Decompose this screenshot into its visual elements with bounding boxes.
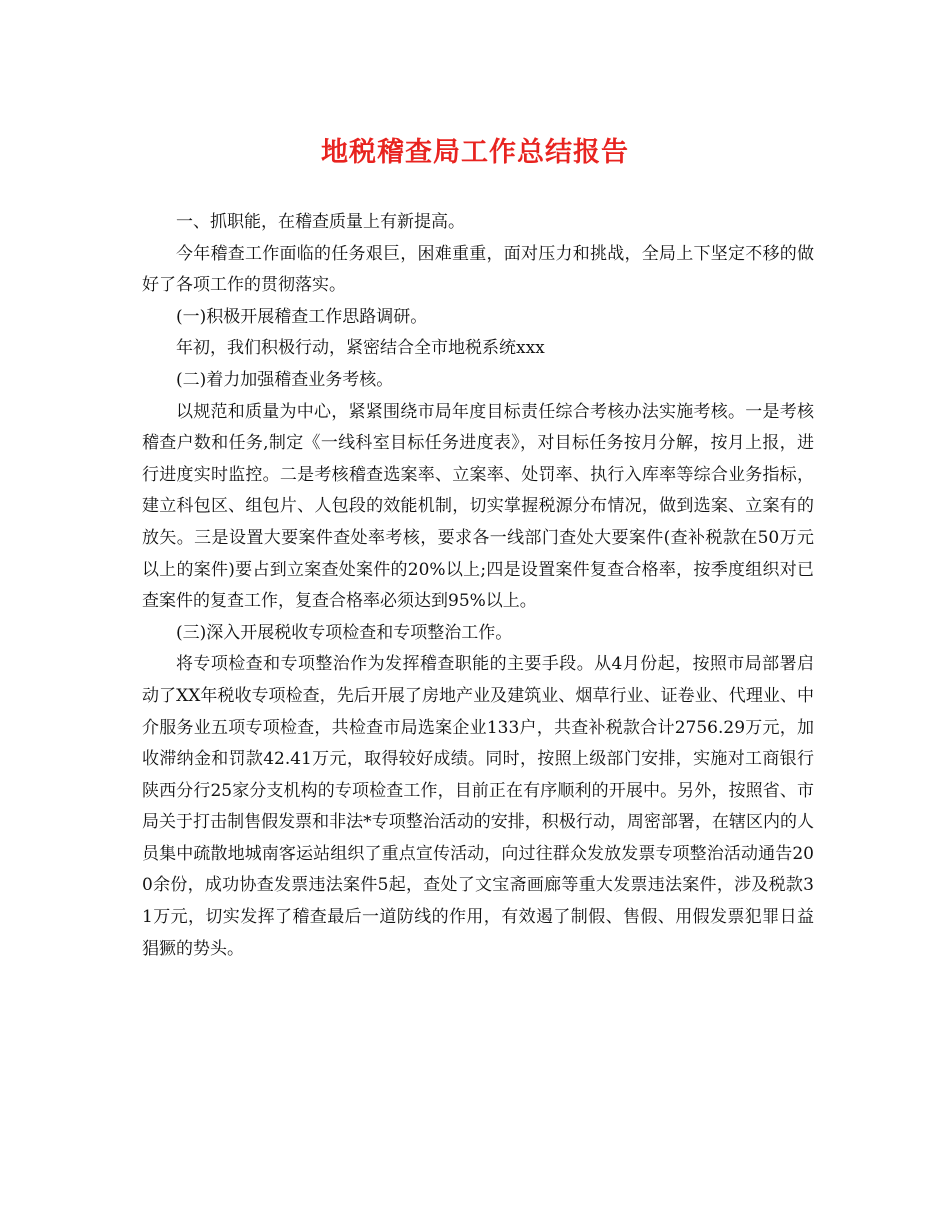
section-heading-1: 一、抓职能，在稽查质量上有新提高。 [176,212,465,232]
subsection-heading-2: (二)着力加强稽查业务考核。 [176,369,394,390]
subsection-heading-3: (三)深入开展税收专项检查和专项整治工作。 [176,622,513,643]
paragraph-special-inspection: 将专项检查和专项整治作为发挥稽查职能的主要手段。从4月份起，按照市局部署启动了XX年税收专项检查，先后开展了房地产业及建筑业、烟草行业、证卷业、代理业、中介服务业五项专项检查，共检查市局选案企业133户，共查补税款合计2756.29万元，加收滞纳金和罚款42.41万元，取得较好成绩。同时，按照上级部门安排，实施对工商银行陕西分行25家分支机构的专项检查工作，目前正在有序顺利的开展中。另外，按照省、市局关于打击制售假发票和非法*专项整治活动的安排，积极行动，周密部署，在辖区内的人员集中疏散地城南客运站组织了重点宣传活动，向过往群众发放发票专项整治活动通告200余份，成功协查发票违法案件5起，查处了文宝斋画廊等重大发票违法案件，涉及税款31万元，切实发挥了稽查最后一道防线的作用，有效遏了制假、售假、用假发票犯罪日益猖獗的势头。 [142,654,814,959]
paragraph-research: 年初，我们积极行动，紧密结合全市地税系统xxx [176,338,545,359]
paragraph-intro: 今年稽查工作面临的任务艰巨，困难重重，面对压力和挑战，全局上下坚定不移的做好了各项工作的贯彻落实。 [142,243,814,296]
paragraph-assessment: 以规范和质量为中心，紧紧围绕市局年度目标责任综合考核办法实施考核。一是考核稽查户数和任务,制定《一线科室目标任务进度表》，对目标任务按月分解，按月上报，进行进度实时监控。二是考核稽查选案率、立案率、处罚率、执行入库率等综合业务指标，建立科包区、组包片、人包段的效能机制，切实掌握税源分布情况，做到选案、立案有的放矢。三是设置大要案件查处率考核，要求各一线部门查处大要案件(查补税款在50万元以上的案件)要占到立案查处案件的20%以上;四是设置案件复查合格率，按季度组织对已查案件的复查工作，复查合格率必须达到95%以上。 [142,401,814,612]
subsection-heading-1: (一)积极开展稽查工作思路调研。 [176,306,428,327]
document-title: 地税稽查局工作总结报告 [321,137,629,168]
document-body [142,207,814,965]
